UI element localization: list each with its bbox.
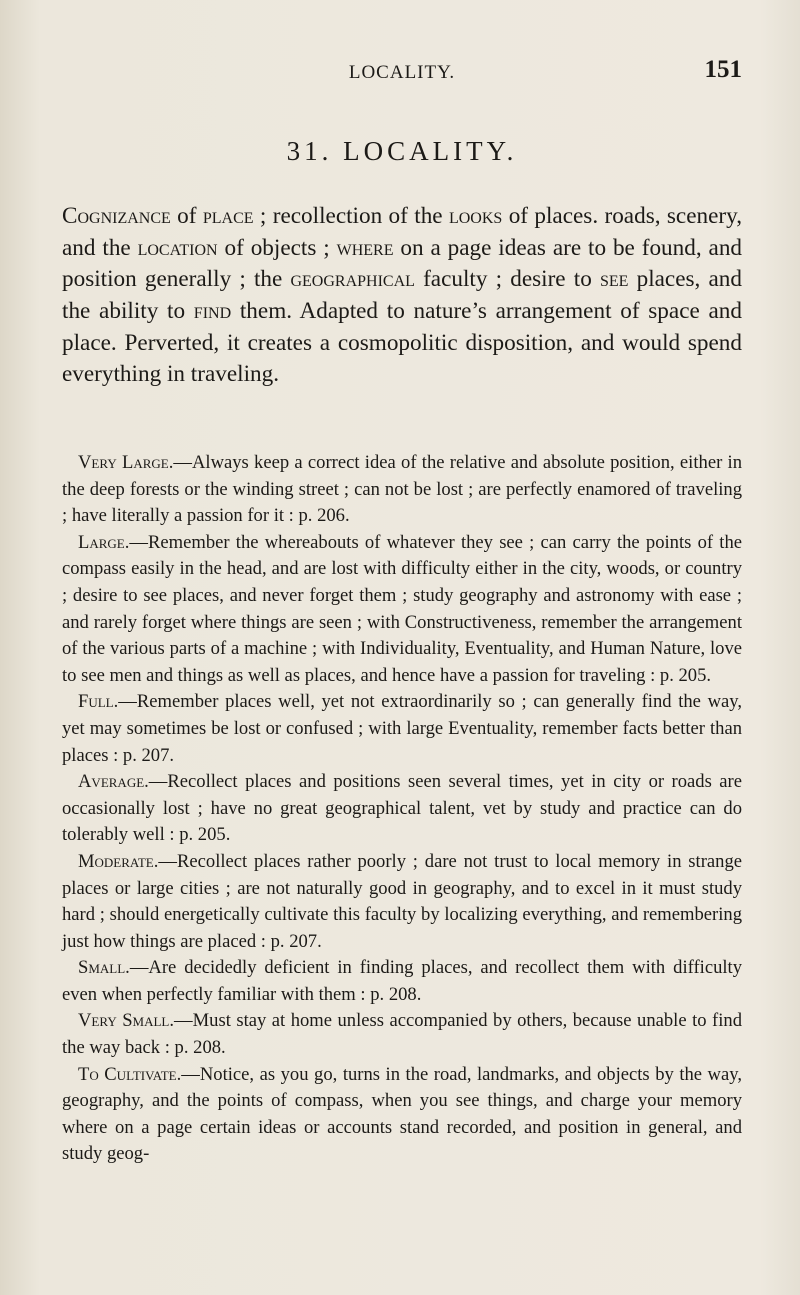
lead-text: of places. roads, scenery, and the — [62, 203, 742, 261]
degree-label: Large. — [78, 531, 130, 553]
degree-entry — [62, 1008, 742, 1061]
running-head — [62, 56, 742, 96]
degree-description: —Remember the whereabouts of whatever they see ; can carry the points of the compass easily in the head, and are lost with difficulty either in the city, woods, or country ; desire to see places, and never forget them ; study geography and astronomy with ease ; and rarely forget where things are seen ; with Constructiveness, remember the arrangement of the various parts of a machine ; with Individuality, Eventuality, and Human Nature, love to see men and things as well as places, and hence have a passion for traveling : p. 205. — [62, 531, 742, 686]
degree-entry — [62, 849, 742, 955]
lead-key-term: Cognizance — [62, 203, 171, 230]
lead-key-term: where — [336, 234, 394, 261]
lead-paragraph — [62, 201, 742, 391]
lead-key-term: looks — [448, 203, 503, 230]
page-number: 151 — [704, 56, 742, 83]
degree-entry — [62, 689, 742, 769]
lead-key-term: place — [202, 203, 254, 230]
degree-description: —Must stay at home unless accompanied by others, because unable to find the way back : p. 208. — [62, 1010, 743, 1059]
degree-description: —Remember places well, yet not extraordinarily so ; can generally find the way, yet may sometimes be lost or confused ; with large Eventuality, remember facts better than places : p. 207. — [62, 691, 742, 766]
degree-description: —Always keep a correct idea of the relative and absolute position, either in the deep forests or the winding street ; can not be lost ; are perfectly enamored of traveling ; have literally a passion for it : p. 206. — [62, 452, 742, 527]
lead-key-term: find — [193, 297, 232, 324]
lead-text: of — [170, 203, 203, 230]
lead-key-term: see — [599, 266, 629, 293]
lead-key-term: location — [137, 234, 218, 261]
degree-entries — [62, 450, 742, 1168]
lead-text: them. Adapted to nature’s arrangement of space and place. Perverted, it creates a cosmopolitic disposition, and would spend everything in traveling. — [62, 297, 742, 388]
degree-description: —Notice, as you go, turns in the road, landmarks, and objects by the way, geography, and the points of compass, when you see things, and charge your memory where on a page certain ideas or accounts stand recorded, and position in general, and study geog- — [62, 1063, 742, 1165]
degree-entry — [62, 450, 742, 530]
lead-text: of objects ; — [217, 234, 337, 261]
running-title: LOCALITY. — [348, 62, 456, 83]
degree-entry — [62, 769, 742, 849]
lead-text: ; recollection of the — [253, 203, 449, 230]
lead-text: on a page ideas are to be found, and position generally ; the — [62, 234, 743, 293]
degree-description: —Recollect places rather poorly ; dare not trust to local memory in strange places or large cities ; are not naturally good in geography, and to excel in it must study hard ; should energetically cultivate this faculty by localizing everything, and remembering just how things are placed : p. 207. — [62, 850, 742, 952]
degree-description: —Recollect places and positions seen several times, yet in city or roads are occasionally lost ; have no great geographical talent, vet by study and practice can do tolerably well : p. 205. — [62, 771, 742, 846]
degree-label: Average. — [78, 771, 149, 793]
degree-label: Moderate. — [78, 850, 159, 872]
lead-text: faculty ; desire to — [414, 266, 600, 293]
degree-label: Very Small. — [78, 1010, 175, 1032]
degree-label: Small. — [78, 957, 130, 979]
lead-text: places, and the ability to — [62, 266, 742, 324]
degree-label: To Cultivate. — [78, 1063, 182, 1085]
degree-entry — [62, 530, 742, 690]
degree-label: Full. — [78, 691, 119, 713]
degree-entry — [62, 1062, 742, 1168]
lead-key-term: geographical — [290, 266, 415, 293]
degree-description: —Are decidedly deficient in finding places, and recollect them with difficulty even when perfectly familiar with them : p. 208. — [62, 957, 742, 1005]
degree-entry — [62, 955, 742, 1008]
degree-label: Very Large. — [78, 452, 174, 473]
section-heading: 31. LOCALITY. — [286, 136, 518, 166]
